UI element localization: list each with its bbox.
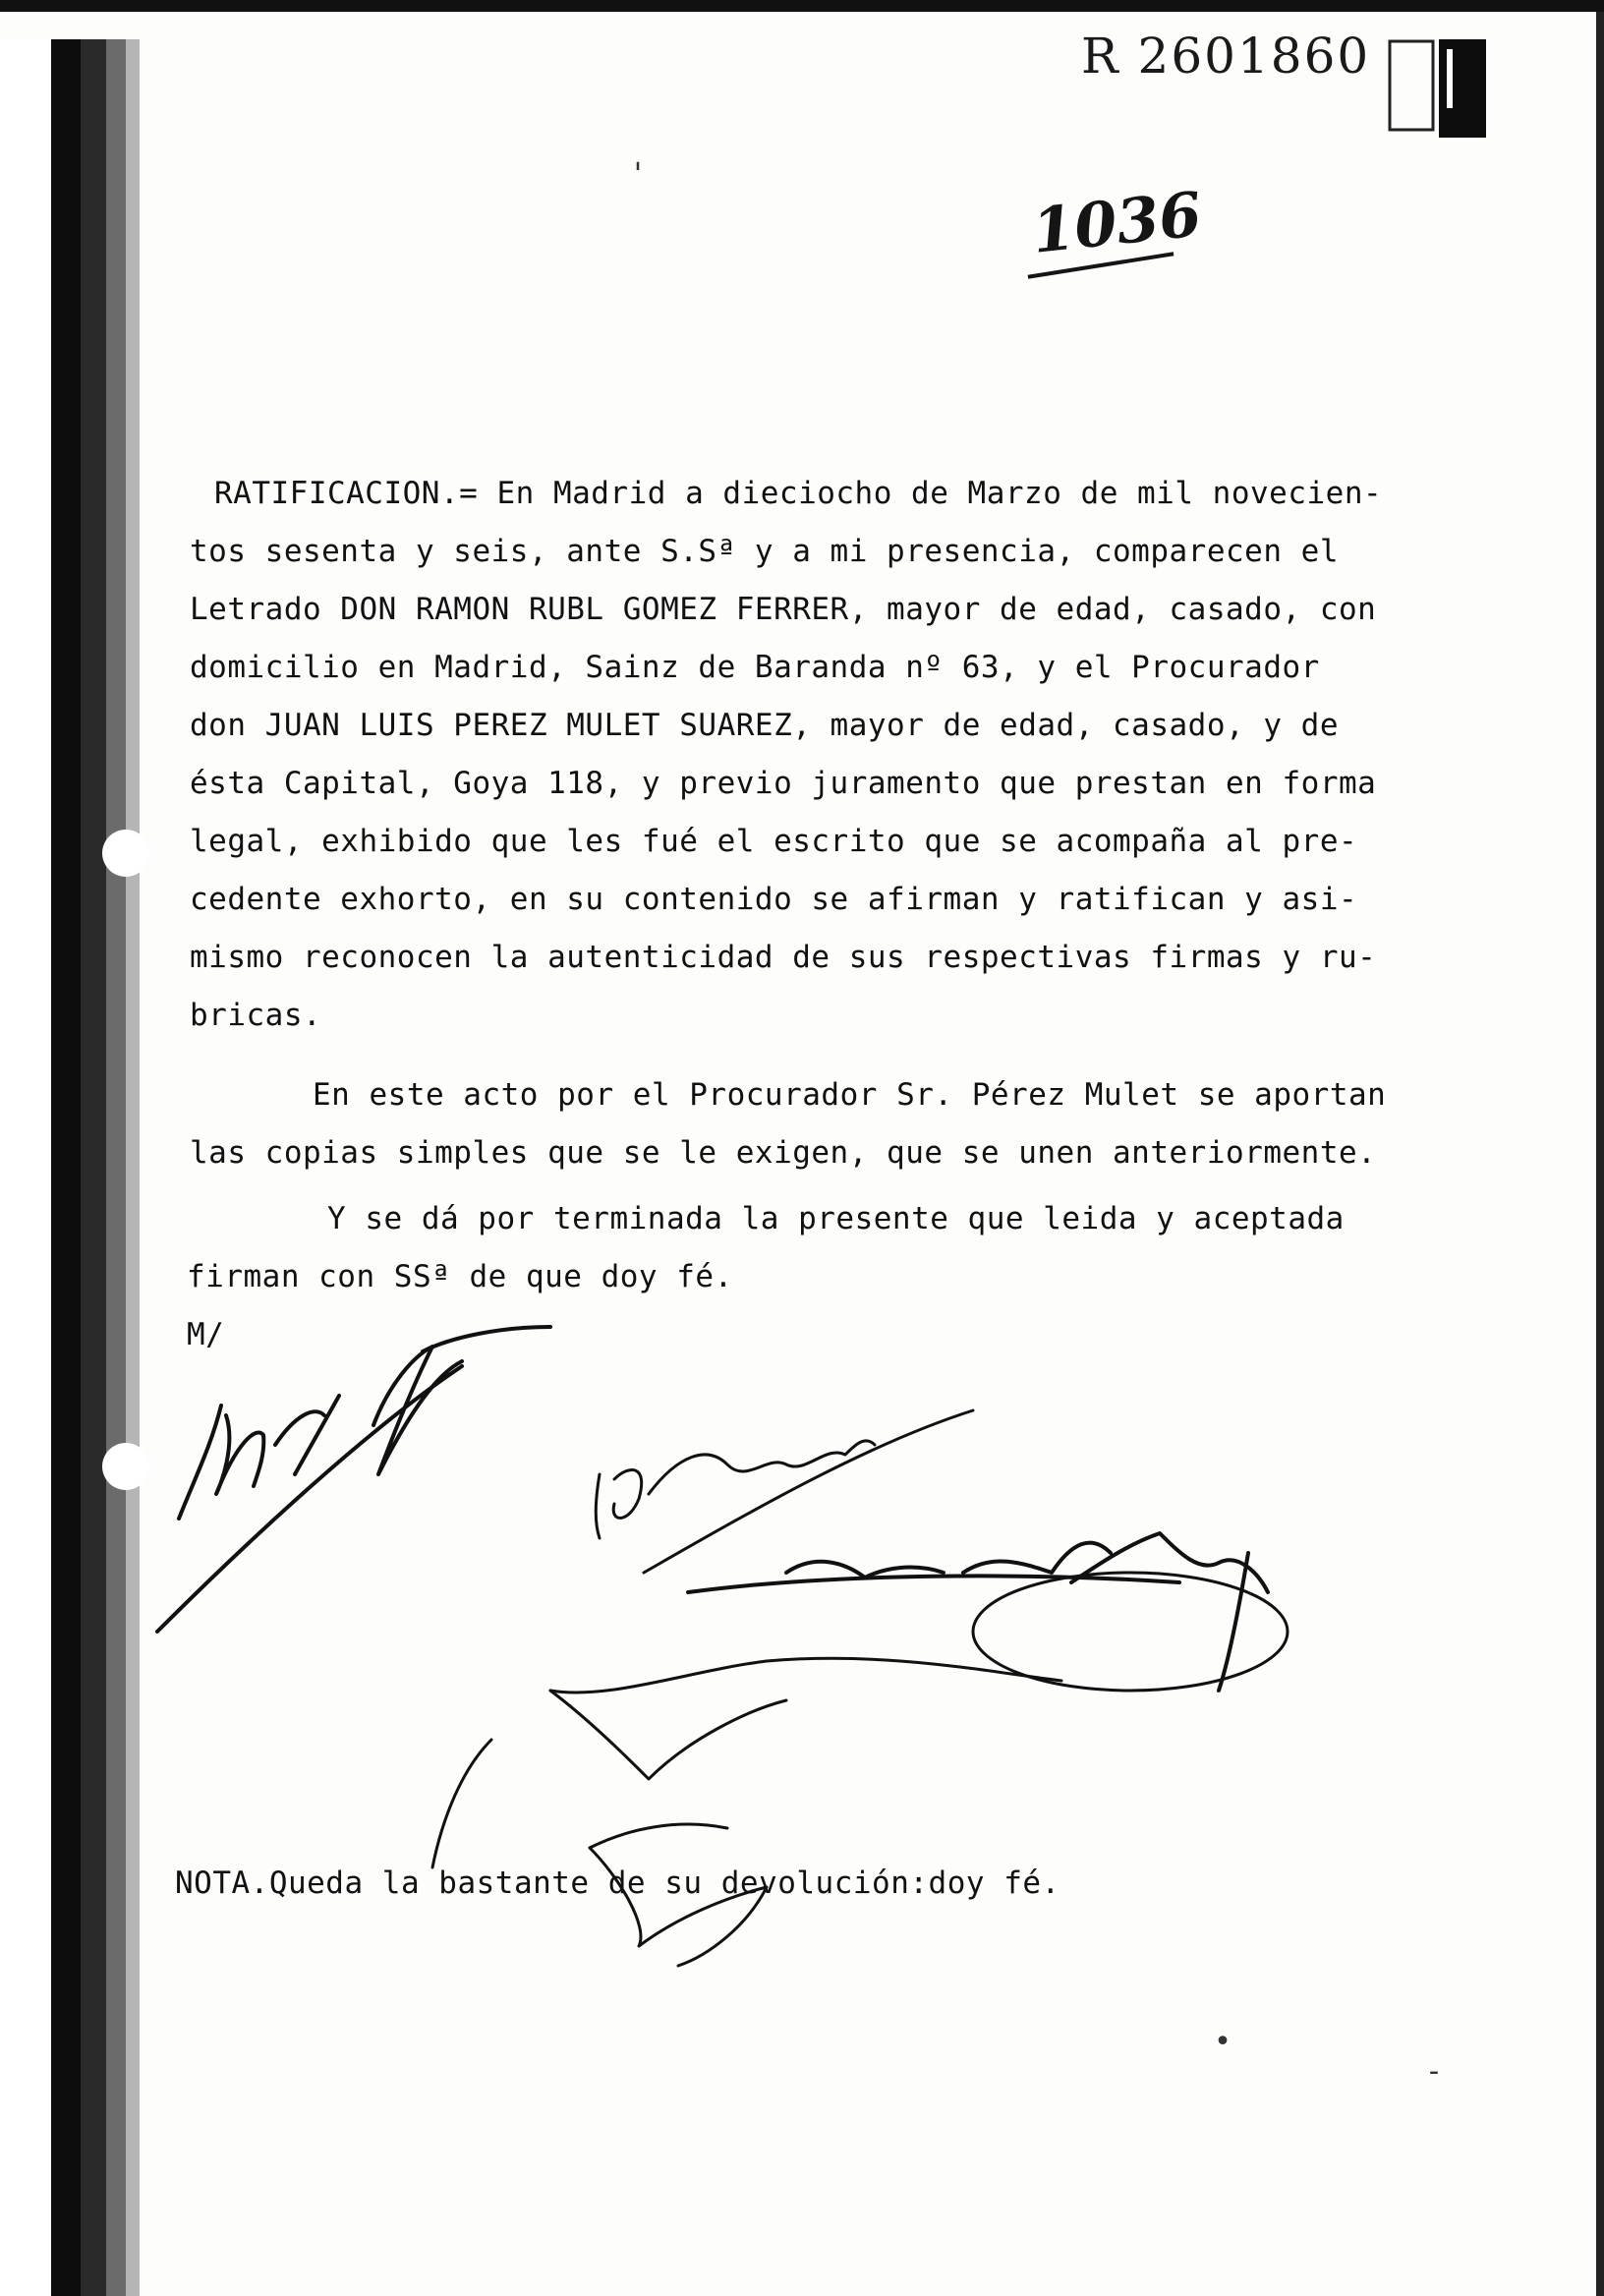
body-line-11: En este acto por el Procurador Sr. Pérez Mulet se aportan xyxy=(313,1077,1387,1113)
body-line-13: Y se dá por terminada la presente que leida y aceptada xyxy=(327,1201,1345,1236)
binding-edge xyxy=(0,39,167,2296)
serial-number: R 2601860 xyxy=(1081,28,1371,85)
corner-binding-mark xyxy=(1388,39,1486,138)
initials-mark: M/ xyxy=(187,1317,225,1352)
ink-speck: ' xyxy=(629,157,648,192)
judge-signature xyxy=(157,1327,550,1632)
ink-speck: - xyxy=(1425,2054,1444,2089)
body-line-2: tos sesenta y seis, ante S.Sª y a mi presencia, comparecen el xyxy=(190,534,1339,569)
body-line-8: cedente exhorto, en su contenido se afirman y ratifican y asi- xyxy=(190,882,1358,917)
nota-line: NOTA.Queda la bastante de su devolución:doy fé. xyxy=(175,1866,1060,1901)
body-line-9: mismo reconocen la autenticidad de sus respectivas firmas y ru- xyxy=(190,940,1377,975)
ink-speck: • xyxy=(1214,2025,1232,2059)
body-line-1: RATIFICACION.= En Madrid a dieciocho de Marzo de mil novecien- xyxy=(214,476,1383,511)
folio-number: 1036 xyxy=(1028,178,1205,267)
body-line-14: firman con SSª de que doy fé. xyxy=(187,1259,733,1294)
body-line-6: ésta Capital, Goya 118, y previo juramento que prestan en forma xyxy=(190,766,1377,801)
body-line-4: domicilio en Madrid, Sainz de Baranda nº 63, y el Procurador xyxy=(190,650,1320,685)
body-line-12: las copias simples que se le exigen, que se unen anteriormente. xyxy=(190,1135,1377,1171)
body-line-7: legal, exhibido que les fué el escrito que se acompaña al pre- xyxy=(190,824,1358,859)
rubric-flourish xyxy=(432,1658,1061,1966)
lawyer-signature xyxy=(596,1410,973,1573)
top-border xyxy=(0,0,1604,12)
attorney-signature xyxy=(688,1533,1288,1691)
body-line-10: bricas. xyxy=(190,998,322,1033)
body-line-5: don JUAN LUIS PEREZ MULET SUAREZ, mayor de edad, casado, y de xyxy=(190,708,1339,743)
right-border xyxy=(1596,12,1604,2296)
body-line-3: Letrado DON RAMON RUBL GOMEZ FERRER, mayor de edad, casado, con xyxy=(190,592,1377,627)
